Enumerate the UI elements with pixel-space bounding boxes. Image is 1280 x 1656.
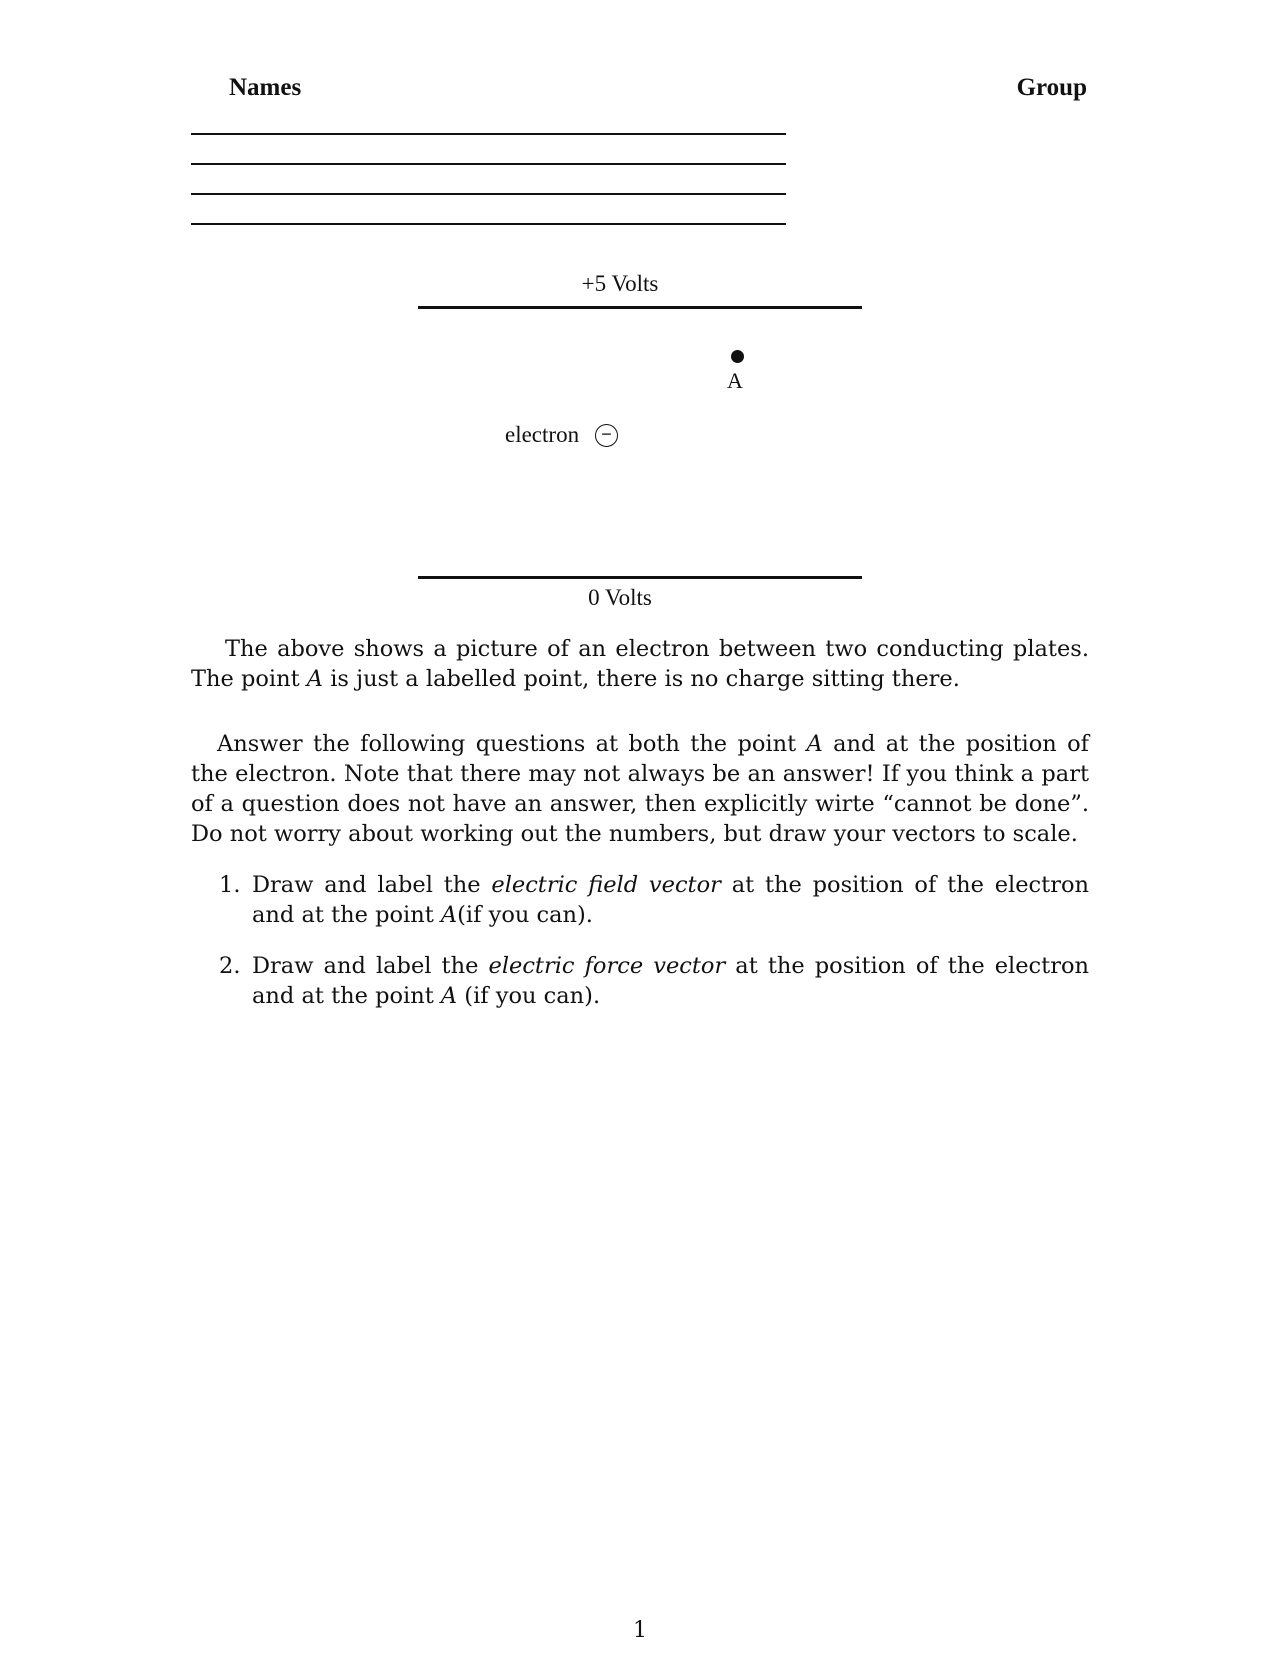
names-label: Names [229, 74, 302, 101]
bottom-plate-label: 0 Volts [588, 585, 652, 610]
question-item [191, 870, 1089, 930]
instructions-paragraph: Answer the following questions at both the point A and at the position of the electron. Note that there may not always be an answer! If you think a part of a question does not have an answer, then explicitly wirte “cannot be done”. Do not worry about working out the numbers, but draw your vectors to scale. [191, 731, 1089, 847]
electron-charge-icon: − [595, 424, 618, 447]
name-line-1 [191, 133, 786, 135]
electron-label: electron [505, 422, 580, 447]
question-text: Draw and label the electric field vector at the position of the electron and at the point A(if you can). [252, 872, 1089, 928]
question-item [191, 951, 1089, 1011]
top-plate-label: +5 Volts [581, 271, 659, 296]
bottom-plate [418, 576, 862, 579]
question-text: Draw and label the electric force vector at the position of the electron and at the point A (if you can). [252, 953, 1089, 1009]
question-number: 1. [219, 872, 241, 898]
page-number: 1 [633, 1618, 647, 1643]
name-line-4 [191, 223, 786, 225]
top-plate [418, 306, 862, 309]
group-label: Group [1016, 74, 1087, 101]
name-line-2 [191, 163, 786, 165]
intro-paragraph: The above shows a picture of an electron between two conducting plates. The point A is just a labelled point, there is no charge sitting there. [191, 636, 1089, 692]
name-line-3 [191, 193, 786, 195]
point-a-label: A [727, 368, 743, 393]
question-number: 2. [219, 953, 241, 979]
point-a-dot [731, 350, 744, 363]
